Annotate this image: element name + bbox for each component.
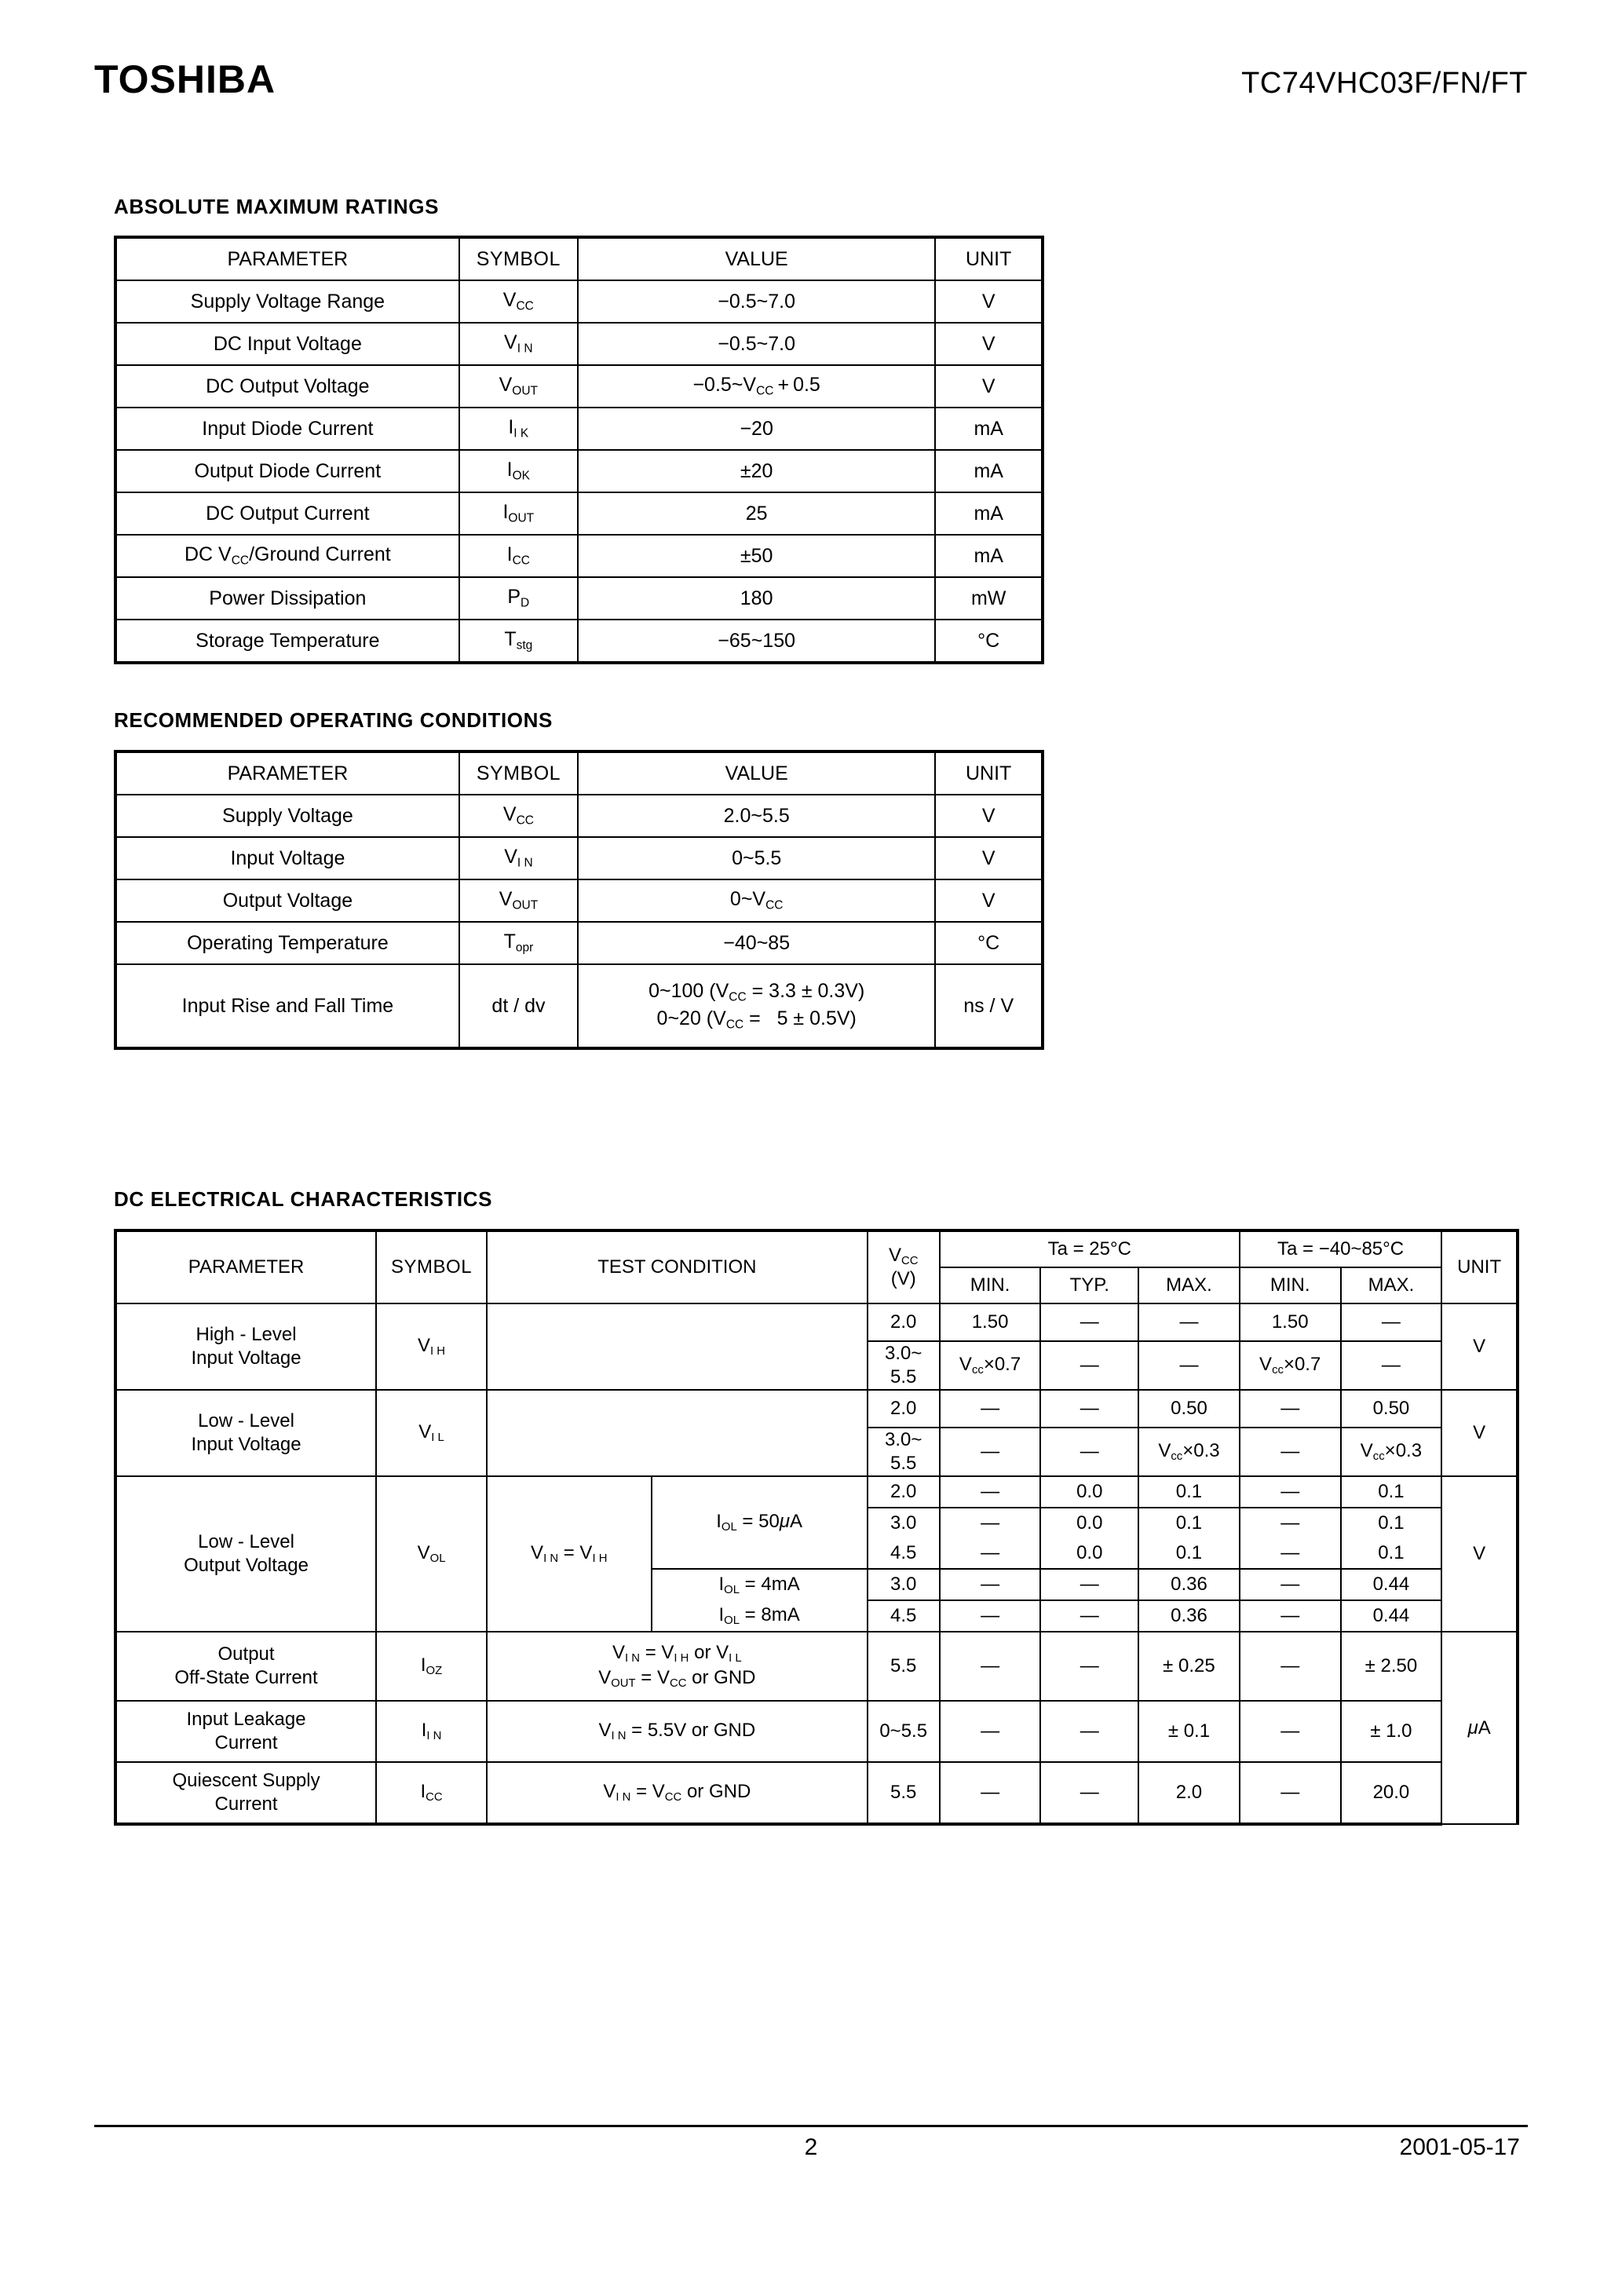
value-dc-output-voltage: $-0.5\sim V_{CC} + 0.5$	[578, 365, 935, 408]
vcc-iin: 0~5.5	[868, 1701, 940, 1762]
min85-vol-1: —	[1240, 1476, 1341, 1508]
max25-vil-2: $V_{cc}\times 0.3$	[1138, 1428, 1240, 1476]
col-symbol: SYMBOL	[459, 237, 578, 280]
max85-vol-5: 0.44	[1341, 1600, 1442, 1632]
param-line2: Current	[214, 1793, 278, 1815]
test-condition-vil	[487, 1390, 868, 1476]
max85-vil-1: 0.50	[1341, 1390, 1442, 1428]
test-condition-iol-4ma: $I_{OL} = 4mA$	[652, 1569, 868, 1600]
typ25-iin: —	[1040, 1701, 1138, 1762]
symbol-vcc: $V_{CC}$	[459, 795, 578, 837]
col-ta-range: Ta = −40~85°C	[1240, 1230, 1441, 1267]
max85-vih-2: —	[1341, 1341, 1442, 1390]
test-condition-ioz: $V_{I N} = V_{I H}$ or $V_{I L}$ $V_{OUT} = V_{CC}$ or GND	[487, 1632, 868, 1701]
table-row-ioz	[115, 1632, 1518, 1701]
vcc-vil-1: 2.0	[868, 1390, 940, 1428]
vcc-vol-3: 4.5	[868, 1538, 940, 1569]
param-line1: Low - Level	[198, 1410, 294, 1431]
min85-vih-2: $V_{cc}\times 0.7$	[1240, 1341, 1341, 1390]
symbol-vil: $V_{I L}$	[376, 1390, 487, 1476]
footer-divider	[94, 2125, 1528, 2127]
param-input-leakage-current	[115, 1701, 376, 1762]
symbol-vcc: $V_{CC}$	[459, 280, 578, 323]
table-row	[115, 492, 1043, 535]
max85-iin: ± 1.0	[1341, 1701, 1442, 1762]
table-row	[115, 922, 1043, 964]
recommended-operating-conditions-table	[114, 750, 1044, 1050]
col-parameter: PARAMETER	[115, 237, 459, 280]
table-row-vih-1	[115, 1303, 1518, 1341]
max85-vol-2: 0.1	[1341, 1508, 1442, 1538]
page-header	[94, 57, 1528, 102]
table-row	[115, 837, 1043, 879]
table-row	[115, 535, 1043, 577]
min25-vil-1: —	[940, 1390, 1041, 1428]
value-output-voltage: $0\sim V_{CC}$	[578, 879, 935, 922]
param-dc-output-voltage: DC Output Voltage	[115, 365, 459, 408]
param-dc-input-voltage: DC Input Voltage	[115, 323, 459, 365]
typ25-ioz: —	[1040, 1632, 1138, 1701]
param-output-diode-current: Output Diode Current	[115, 450, 459, 492]
param-line1: Quiescent Supply	[172, 1770, 320, 1791]
col-test-condition: TEST CONDITION	[487, 1230, 868, 1303]
unit-storage-temperature: °C	[935, 620, 1043, 663]
section-title-absolute-maximum-ratings: ABSOLUTE MAXIMUM RATINGS	[114, 195, 440, 218]
toshiba-logo: TOSHIBA	[94, 57, 276, 101]
col-parameter: PARAMETER	[115, 751, 459, 795]
param-storage-temperature: Storage Temperature	[115, 620, 459, 663]
value-output-diode-current: ±20	[578, 450, 935, 492]
min25-vol-3: —	[940, 1538, 1041, 1569]
col-unit: UNIT	[935, 237, 1043, 280]
vcc-vih-2: 3.0~ 5.5	[868, 1341, 940, 1390]
unit-vol: V	[1441, 1476, 1518, 1632]
value-input-voltage: 0~5.5	[578, 837, 935, 879]
table-row	[115, 365, 1043, 408]
value-dc-output-current: 25	[578, 492, 935, 535]
table-header-row	[115, 237, 1043, 280]
table-row-icc	[115, 1762, 1518, 1824]
max85-vil-2: $V_{cc}\times 0.3$	[1341, 1428, 1442, 1476]
param-low-level-output-voltage	[115, 1476, 376, 1632]
value-input-rise-fall-time: 0~100 $(V_{CC} = 3.3 \pm 0.3V)$ 0~20 $(V_{CC} = 5 \pm 0.5V)$	[578, 964, 935, 1048]
max25-vol-1: 0.1	[1138, 1476, 1240, 1508]
param-line1: Input Leakage	[186, 1709, 306, 1730]
table-row-iin	[115, 1701, 1518, 1762]
max85-vol-3: 0.1	[1341, 1538, 1442, 1569]
max25-iin: ± 0.1	[1138, 1701, 1240, 1762]
max85-vih-1: —	[1341, 1303, 1442, 1341]
unit-vil: V	[1441, 1390, 1518, 1476]
symbol-iik: $I_{I K}$	[459, 408, 578, 450]
test-condition-vol: $V_{I N} = V_{I H}$	[487, 1476, 652, 1632]
typ25-vih-2: —	[1040, 1341, 1138, 1390]
typ25-vil-2: —	[1040, 1428, 1138, 1476]
symbol-iin: $I_{I N}$	[376, 1701, 487, 1762]
dc-electrical-characteristics-table	[114, 1229, 1519, 1826]
section-title-dc-electrical-characteristics: DC ELECTRICAL CHARACTERISTICS	[114, 1187, 493, 1211]
param-line2: Off-State Current	[174, 1667, 318, 1688]
col-value: VALUE	[578, 237, 935, 280]
symbol-icc: $I_{CC}$	[376, 1762, 487, 1824]
table-row	[115, 964, 1043, 1048]
col-max-25: MAX.	[1138, 1267, 1240, 1303]
min85-vol-5: —	[1240, 1600, 1341, 1632]
min25-icc: —	[940, 1762, 1041, 1824]
min85-vih-1: 1.50	[1240, 1303, 1341, 1341]
max25-vih-1: —	[1138, 1303, 1240, 1341]
table-row	[115, 450, 1043, 492]
table-header-row-top	[115, 1230, 1518, 1267]
min85-vol-2: —	[1240, 1508, 1341, 1538]
table-row	[115, 323, 1043, 365]
param-input-rise-fall-time: Input Rise and Fall Time	[115, 964, 459, 1048]
part-number: TC74VHC03F/FN/FT	[1241, 67, 1528, 100]
unit-power-dissipation: mW	[935, 577, 1043, 620]
param-output-off-state-current	[115, 1632, 376, 1701]
document-date: 2001-05-17	[1399, 2134, 1520, 2160]
col-vcc: $V_{CC}$ (V)	[868, 1230, 940, 1303]
min85-icc: —	[1240, 1762, 1341, 1824]
min25-vol-5: —	[940, 1600, 1041, 1632]
col-ta-25c: Ta = 25°C	[940, 1230, 1240, 1267]
unit-output-voltage: V	[935, 879, 1043, 922]
min85-vol-4: —	[1240, 1569, 1341, 1600]
col-min-25: MIN.	[940, 1267, 1041, 1303]
symbol-vin: $V_{I N}$	[459, 837, 578, 879]
symbol-tstg: $T_{stg}$	[459, 620, 578, 663]
symbol-iok: $I_{OK}$	[459, 450, 578, 492]
max85-icc: 20.0	[1341, 1762, 1442, 1824]
param-output-voltage: Output Voltage	[115, 879, 459, 922]
typ25-vol-1: 0.0	[1040, 1476, 1138, 1508]
max25-vil-1: 0.50	[1138, 1390, 1240, 1428]
symbol-dt-dv: dt / dv	[459, 964, 578, 1048]
typ25-icc: —	[1040, 1762, 1138, 1824]
value-power-dissipation: 180	[578, 577, 935, 620]
typ25-vol-5: —	[1040, 1600, 1138, 1632]
table-row	[115, 408, 1043, 450]
symbol-pd: $P_D$	[459, 577, 578, 620]
table-header-row	[115, 751, 1043, 795]
max25-vol-3: 0.1	[1138, 1538, 1240, 1569]
symbol-vih: $V_{I H}$	[376, 1303, 487, 1390]
min25-vil-2: —	[940, 1428, 1041, 1476]
param-operating-temperature: Operating Temperature	[115, 922, 459, 964]
param-line1: High - Level	[195, 1324, 297, 1345]
test-condition-iin: $V_{I N} = 5.5V$ or GND	[487, 1701, 868, 1762]
max25-ioz: ± 0.25	[1138, 1632, 1240, 1701]
typ25-vih-1: —	[1040, 1303, 1138, 1341]
table-row-vol-1	[115, 1476, 1518, 1508]
col-parameter: PARAMETER	[115, 1230, 376, 1303]
unit-vih: V	[1441, 1303, 1518, 1390]
param-line1: Output	[217, 1643, 275, 1665]
test-condition-icc: $V_{I N} = V_{CC}$ or GND	[487, 1762, 868, 1824]
col-symbol: SYMBOL	[376, 1230, 487, 1303]
param-dc-output-current: DC Output Current	[115, 492, 459, 535]
unit-input-diode-current: mA	[935, 408, 1043, 450]
value-supply-voltage: 2.0~5.5	[578, 795, 935, 837]
min85-vil-2: —	[1240, 1428, 1341, 1476]
min25-vol-1: —	[940, 1476, 1041, 1508]
unit-supply-voltage: V	[935, 795, 1043, 837]
unit-dc-output-voltage: V	[935, 365, 1043, 408]
unit-dc-vcc-ground-current: mA	[935, 535, 1043, 577]
param-supply-voltage-range: Supply Voltage Range	[115, 280, 459, 323]
unit-input-rise-fall-time: ns / V	[935, 964, 1043, 1048]
value-supply-voltage-range: −0.5~7.0	[578, 280, 935, 323]
test-condition-vih	[487, 1303, 868, 1390]
vcc-vol-2: 3.0	[868, 1508, 940, 1538]
min85-vol-3: —	[1240, 1538, 1341, 1569]
table-row-vil-1	[115, 1390, 1518, 1428]
value-storage-temperature: −65~150	[578, 620, 935, 663]
symbol-vout: $V_{OUT}$	[459, 879, 578, 922]
param-low-level-input-voltage	[115, 1390, 376, 1476]
value-dc-input-voltage: −0.5~7.0	[578, 323, 935, 365]
value-operating-temperature: −40~85	[578, 922, 935, 964]
unit-dc-input-voltage: V	[935, 323, 1043, 365]
vcc-icc: 5.5	[868, 1762, 940, 1824]
max25-vol-4: 0.36	[1138, 1569, 1240, 1600]
min85-vil-1: —	[1240, 1390, 1341, 1428]
value-input-diode-current: −20	[578, 408, 935, 450]
unit-supply-voltage-range: V	[935, 280, 1043, 323]
unit-microamp: μA	[1441, 1632, 1518, 1824]
vcc-vol-5: 4.5	[868, 1600, 940, 1632]
min85-ioz: —	[1240, 1632, 1341, 1701]
symbol-icc: $I_{CC}$	[459, 535, 578, 577]
max85-vol-4: 0.44	[1341, 1569, 1442, 1600]
col-value: VALUE	[578, 751, 935, 795]
col-min-85: MIN.	[1240, 1267, 1341, 1303]
param-power-dissipation: Power Dissipation	[115, 577, 459, 620]
test-condition-iol-50ua: $I_{OL} = 50\mu A$	[652, 1476, 868, 1569]
vcc-ioz: 5.5	[868, 1632, 940, 1701]
typ25-vol-2: 0.0	[1040, 1508, 1138, 1538]
symbol-vol: $V_{OL}$	[376, 1476, 487, 1632]
min25-iin: —	[940, 1701, 1041, 1762]
max25-vol-5: 0.36	[1138, 1600, 1240, 1632]
symbol-topr: $T_{opr}$	[459, 922, 578, 964]
symbol-ioz: $I_{OZ}$	[376, 1632, 487, 1701]
unit-input-voltage: V	[935, 837, 1043, 879]
param-line1: Low - Level	[198, 1531, 294, 1552]
table-row	[115, 577, 1043, 620]
unit-dc-output-current: mA	[935, 492, 1043, 535]
col-typ-25: TYP.	[1040, 1267, 1138, 1303]
vcc-vih-1: 2.0	[868, 1303, 940, 1341]
param-line2: Output Voltage	[184, 1555, 309, 1576]
param-high-level-input-voltage	[115, 1303, 376, 1390]
param-line2: Input Voltage	[191, 1347, 301, 1369]
min25-vih-1: 1.50	[940, 1303, 1041, 1341]
typ25-vil-1: —	[1040, 1390, 1138, 1428]
table-row	[115, 879, 1043, 922]
unit-output-diode-current: mA	[935, 450, 1043, 492]
col-max-85: MAX.	[1341, 1267, 1442, 1303]
param-input-voltage: Input Voltage	[115, 837, 459, 879]
col-symbol: SYMBOL	[459, 751, 578, 795]
param-line2: Current	[214, 1732, 278, 1753]
param-quiescent-supply-current	[115, 1762, 376, 1824]
min25-vol-4: —	[940, 1569, 1041, 1600]
page-number: 2	[804, 2134, 818, 2160]
max25-icc: 2.0	[1138, 1762, 1240, 1824]
vcc-vol-1: 2.0	[868, 1476, 940, 1508]
vcc-vil-2: 3.0~ 5.5	[868, 1428, 940, 1476]
max25-vih-2: —	[1138, 1341, 1240, 1390]
unit-operating-temperature: °C	[935, 922, 1043, 964]
min25-vih-2: $V_{cc}\times 0.7$	[940, 1341, 1041, 1390]
test-condition-iol-8ma: $I_{OL} = 8mA$	[652, 1600, 868, 1632]
min25-vol-2: —	[940, 1508, 1041, 1538]
table-row	[115, 620, 1043, 663]
max85-ioz: ± 2.50	[1341, 1632, 1442, 1701]
min25-ioz: —	[940, 1632, 1041, 1701]
symbol-vout: $V_{OUT}$	[459, 365, 578, 408]
param-input-diode-current: Input Diode Current	[115, 408, 459, 450]
param-line2: Input Voltage	[191, 1434, 301, 1455]
absolute-maximum-ratings-table	[114, 236, 1044, 664]
max25-vol-2: 0.1	[1138, 1508, 1240, 1538]
param-dc-vcc-ground-current: DC $V_{CC}$/Ground Current	[115, 535, 459, 577]
min85-iin: —	[1240, 1701, 1341, 1762]
col-unit: UNIT	[935, 751, 1043, 795]
typ25-vol-3: 0.0	[1040, 1538, 1138, 1569]
max85-vol-1: 0.1	[1341, 1476, 1442, 1508]
section-title-recommended-operating-conditions: RECOMMENDED OPERATING CONDITIONS	[114, 708, 553, 732]
typ25-vol-4: —	[1040, 1569, 1138, 1600]
value-dc-vcc-ground-current: ±50	[578, 535, 935, 577]
vcc-vol-4: 3.0	[868, 1569, 940, 1600]
symbol-vin: $V_{I N}$	[459, 323, 578, 365]
table-row	[115, 280, 1043, 323]
col-unit: UNIT	[1441, 1230, 1518, 1303]
table-row	[115, 795, 1043, 837]
param-supply-voltage: Supply Voltage	[115, 795, 459, 837]
symbol-iout: $I_{OUT}$	[459, 492, 578, 535]
